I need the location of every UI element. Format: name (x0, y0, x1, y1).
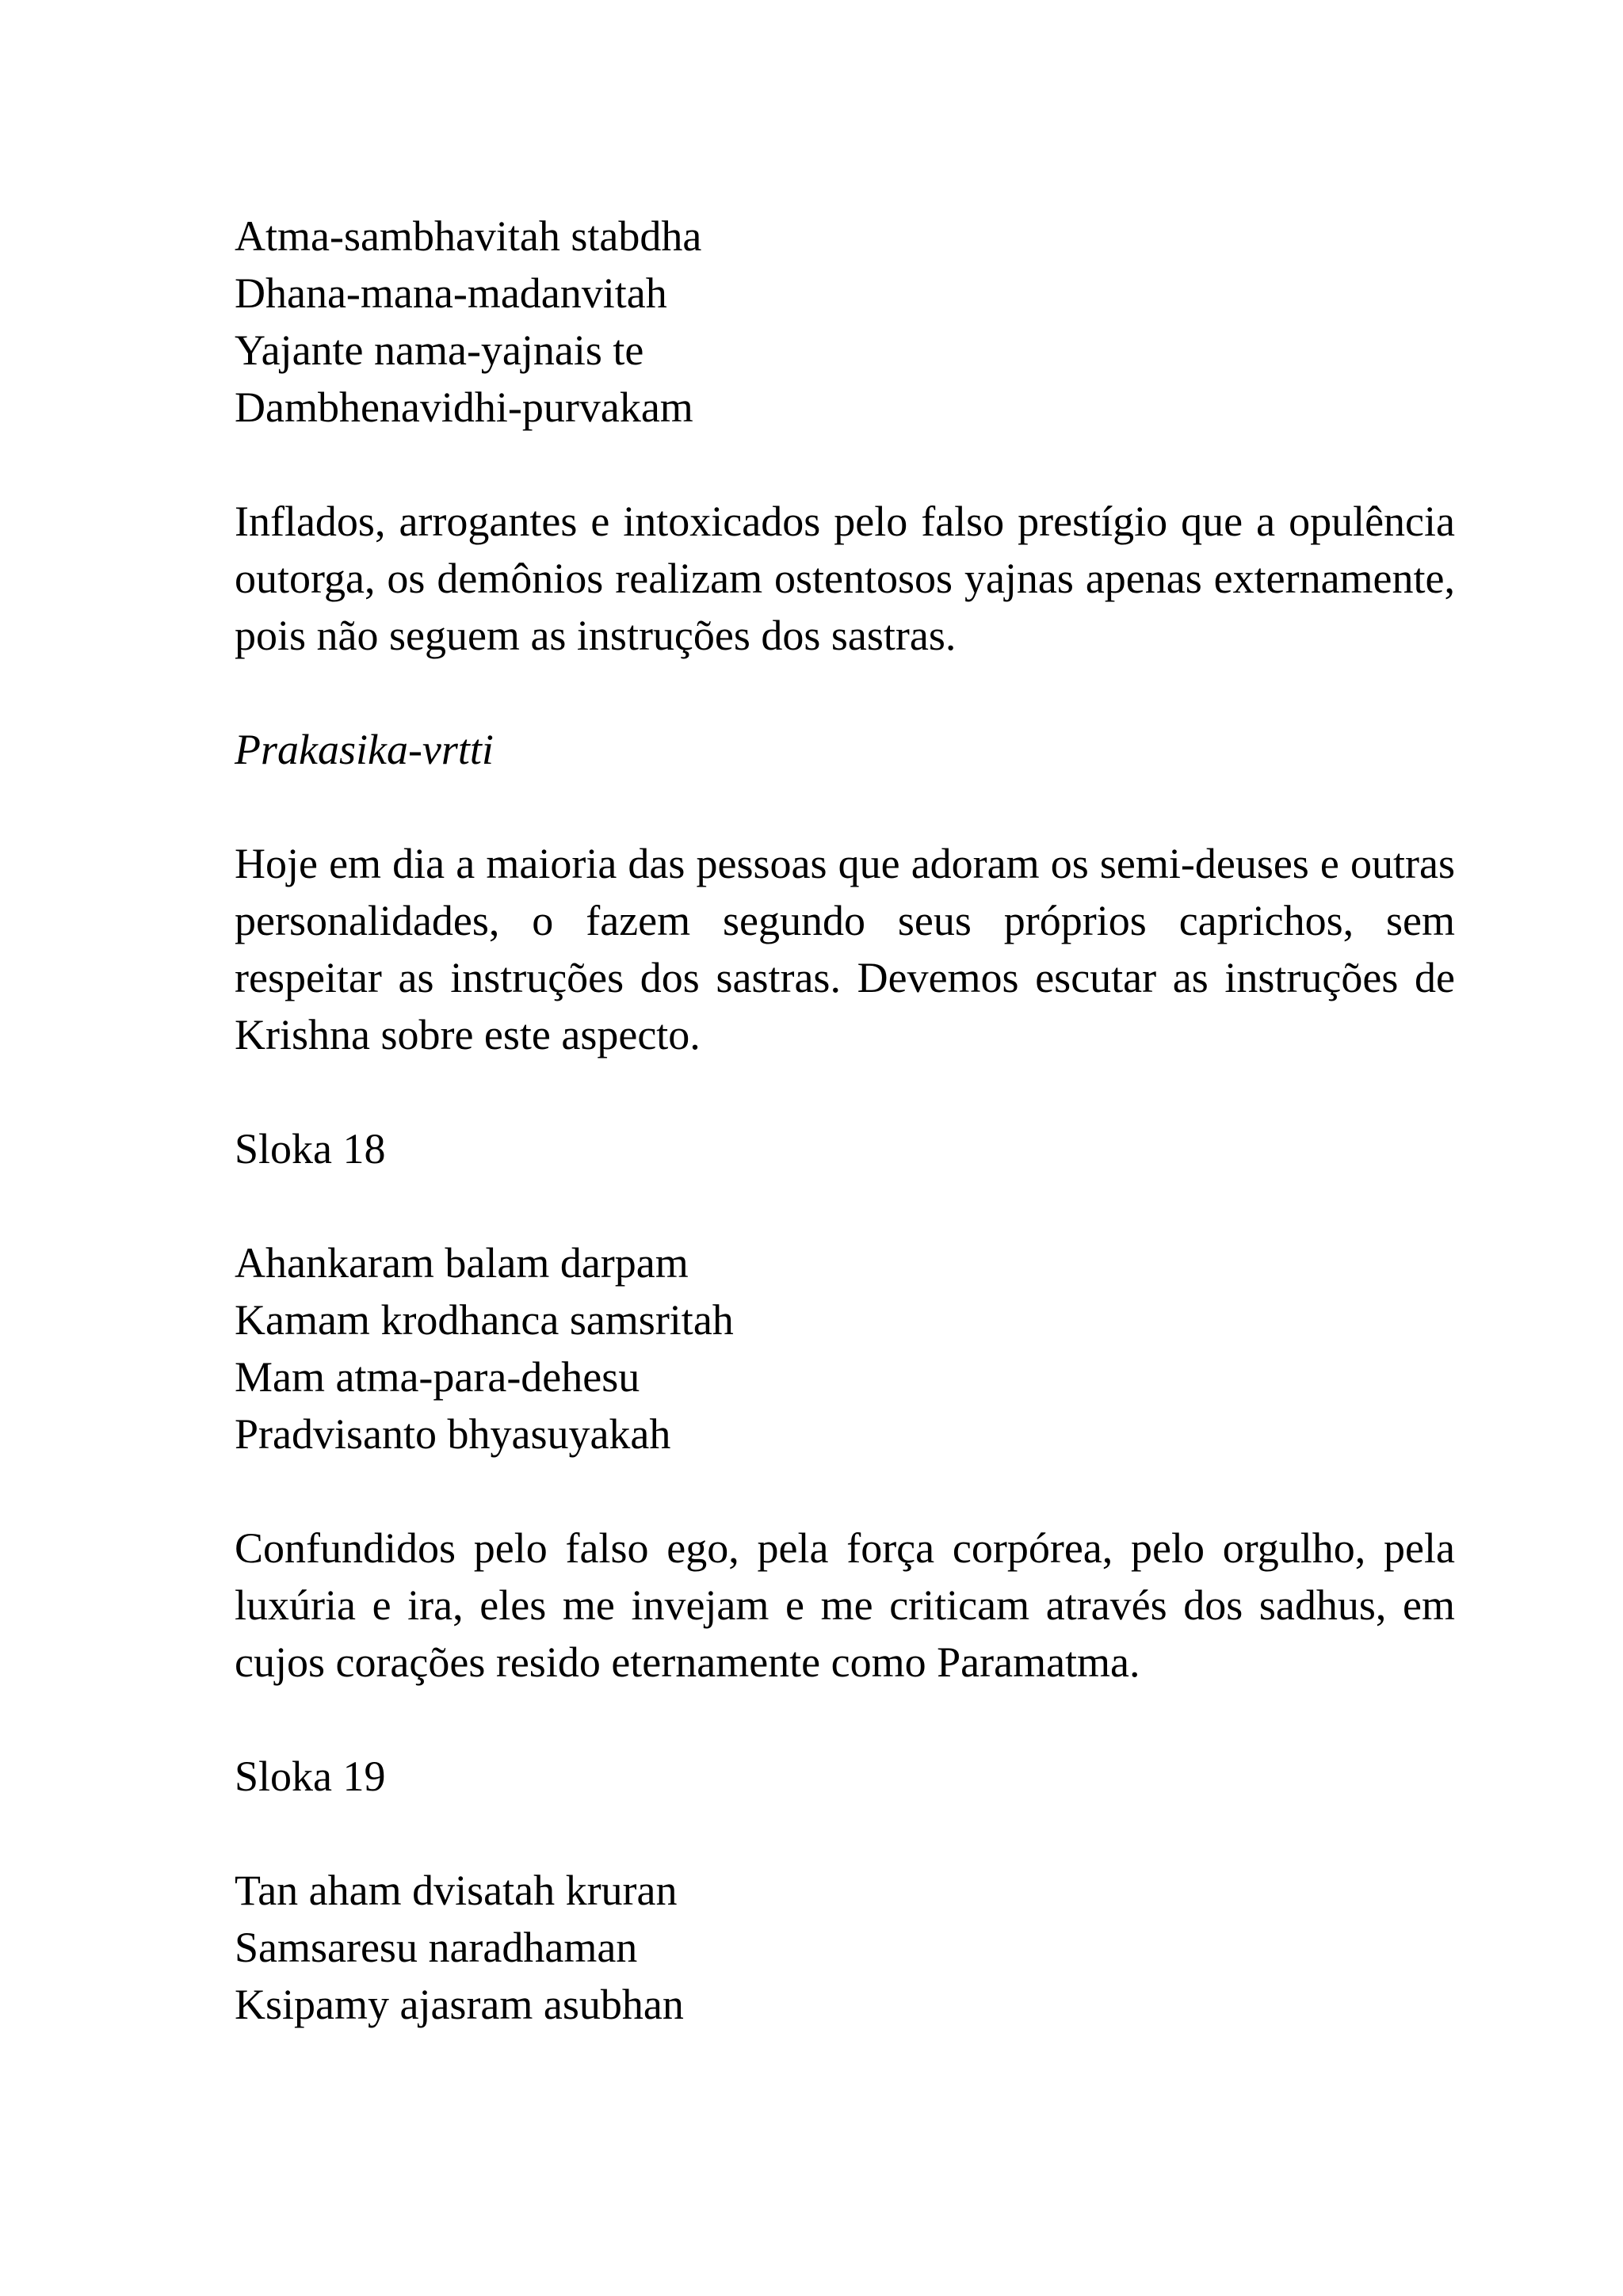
verse-line: Mam atma-para-dehesu (235, 1353, 640, 1401)
verse-line: Dambhenavidhi-purvakam (235, 383, 693, 431)
verse-17-lines (235, 208, 1455, 436)
verse-line: Atma-sambhavitah stabdha (235, 212, 702, 260)
commentary-text: Hoje em dia a maioria das pessoas que adoram os semi-deuses e outras personalidades, o fazem segundo seus próprios caprichos, sem respeitar as instruções dos sastras. Devemos escutar as instruções de Krishna sobre este aspecto. (235, 840, 1455, 1058)
sloka-18-translation: Confundidos pelo falso ego, pela força corpórea, pelo orgulho, pela luxúria e ira, eles me invejam e me criticam através dos sadhus, em cujos corações resido eternamente como Paramatma. (235, 1524, 1455, 1686)
verse-line: Samsaresu naradhaman (235, 1924, 638, 1971)
sloka-18-lines (235, 1234, 1455, 1463)
verse-line: Kamam krodhanca samsritah (235, 1296, 734, 1344)
page-content (235, 208, 1455, 2033)
verse-line: Tan aham dvisatah kruran (235, 1867, 678, 1914)
sloka-19-heading: Sloka 19 (235, 1753, 386, 1800)
verse-17-translation: Inflados, arrogantes e intoxicados pelo falso prestígio que a opulência outorga, os demônios realizam ostentosos yajnas apenas externamente, pois não seguem as instruções dos sastras. (235, 498, 1455, 659)
verse-line: Dhana-mana-madanvitah (235, 269, 667, 317)
verse-line: Ahankaram balam darpam (235, 1239, 689, 1287)
verse-line: Ksipamy ajasram asubhan (235, 1981, 684, 2028)
verse-line: Pradvisanto bhyasuyakah (235, 1410, 671, 1458)
sloka-19-lines (235, 1862, 1455, 2033)
sloka-18-heading: Sloka 18 (235, 1125, 386, 1173)
commentary-heading: Prakasika-vrtti (235, 726, 494, 773)
verse-line: Yajante nama-yajnais te (235, 326, 644, 374)
